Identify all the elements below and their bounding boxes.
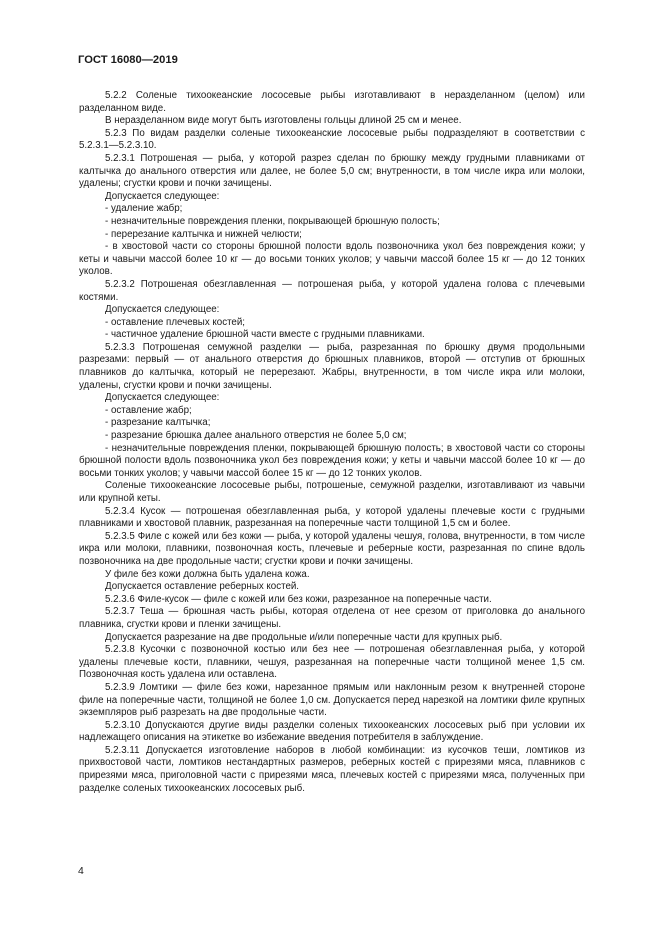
list-item: - оставление жабр;: [105, 404, 192, 416]
paragraph: 5.2.3.5 Филе с кожей или без кожи — рыба, у которой удалены чешуя, голова, внутренности, в том числе икра или молоки, плавники, позвоночная кость, плечевые и реберные кости, разрезанная по спине вдоль позвоночника на две продольные части; сгустки крови и почки зачищены.: [79, 530, 585, 567]
paragraph: 5.2.3.9 Ломтики — филе без кожи, нарезанное прямым или наклонным резом к внутренней стороне филе на поперечные части, толщиной не более 1,0 см. Допускается перед нарезкой на ломтики филе крупных экземпляров рыб разрезать на две продольные части.: [79, 681, 585, 719]
paragraph: 5.2.3.7 Теша — брюшная часть рыбы, которая отделена от нее срезом от приголовка до анального плавника, сгустки крови и пленки зачищены.: [79, 606, 585, 630]
paragraph: Допускается следующее:: [105, 392, 220, 404]
paragraph: 5.2.3.6 Филе-кусок — филе с кожей или без кожи, разрезанное на поперечные части.: [105, 593, 492, 605]
paragraph: Допускается следующее:: [105, 304, 220, 316]
list-item: - разрезание калтычка;: [105, 417, 211, 429]
list-item: - оставление плечевых костей;: [105, 316, 246, 328]
paragraph: 5.2.3.10 Допускаются другие виды разделки соленых тихоокеанских лососевых рыб при условии их надлежащего описания на этикетке во избежание введения потребителя в заблуждение.: [79, 719, 585, 744]
document-code-header: ГОСТ 16080—2019: [78, 54, 178, 66]
paragraph: 5.2.3 По видам разделки соленые тихоокеанские лососевые рыбы подразделяют в соответствии с 5.2.3.1—5.2.3.10.: [79, 127, 585, 152]
list-item: - удаление жабр;: [105, 203, 183, 215]
list-item: - незначительные повреждения пленки, покрывающей брюшную полость;: [105, 215, 440, 227]
paragraph: 5.2.3.3 Потрошеная семужной разделки — рыба, разрезанная по брюшку двумя продольными разрезами: первый — от анального отверстия до брюшных плавников, второй — отступив от брюшных плавников до калтычка, который не перерезают. Жабры, внутренности, в том числе икра или молоки, удалены, сгустки крови и почки зачищены.: [79, 341, 585, 391]
list-item: - частичное удаление брюшной части вместе с грудными плавниками.: [105, 329, 425, 341]
paragraph: 5.2.3.4 Кусок — потрошеная обезглавленная рыба, у которой удалены плечевые кости с грудными плавниками и хвостовой плавник, разрезанная на поперечные части толщиной 1,5 см и более.: [79, 505, 585, 530]
paragraph: Соленые тихоокеанские лососевые рыбы, потрошеные, семужной разделки, изготавливают из чавычи или крупной кеты.: [79, 480, 585, 504]
list-item: - перерезание калтычка и нижней челюсти;: [105, 228, 302, 240]
paragraph: 5.2.3.1 Потрошеная — рыба, у которой разрез сделан по брюшку между грудными плавниками от калтычка до анального отверстия или далее, не более 5,0 см; внутренности, в том числе икра или молоки, удалены; сгустки крови и почки зачищены.: [79, 152, 585, 190]
document-body: [79, 90, 585, 795]
paragraph: Допускается разрезание на две продольные и/или поперечные части для крупных рыб.: [105, 631, 503, 643]
paragraph: В неразделанном виде могут быть изготовлены гольцы длиной 25 см и менее.: [105, 115, 462, 127]
paragraph: 5.2.3.8 Кусочки с позвоночной костью или без нее — потрошеная обезглавленная рыба, у которой удалены плечевые кости, плавники, чешуя, разрезанная на поперечные части толщиной менее 1,5 см. Позвоночная кость удалена или оставлена.: [79, 644, 585, 681]
paragraph: У филе без кожи должна быть удалена кожа.: [105, 568, 310, 580]
list-item: - разрезание брюшка далее анального отверстия не более 5,0 см;: [105, 430, 407, 442]
paragraph: - незначительные повреждения пленки, покрывающей брюшную полость; в хвостовой части со стороны брюшной полости вдоль позвоночника укол без повреждения кожи; у кеты и чавычи массой более 10 кг — до восьми тонких уколов; у чавычи массой более 15 кг — до 12 тонких уколов.: [79, 442, 585, 479]
paragraph: - в хвостовой части со стороны брюшной полости вдоль позвоночника укол без повреждения кожи; у кеты и чавычи массой более 10 кг — до восьми тонких уколов; у чавычи массой более 15 кг — до 12 тонких уколов.: [79, 241, 585, 278]
paragraph: 5.2.3.11 Допускается изготовление наборов в любой комбинации: из кусочков теши, ломтиков из прихвостовой части, ломтиков нестандартных размеров, реберных костей с прирезями мяса, плавников с прирезями мяса, приголовной части с прирезями мяса, плечевых костей с прирезями мяса, полученных при разделке соленых тихоокеанских лососевых рыб.: [79, 744, 585, 794]
paragraph: 5.2.2 Соленые тихоокеанские лососевые рыбы изготавливают в неразделанном (целом) или разделанном виде.: [79, 90, 585, 114]
paragraph: Допускается следующее:: [105, 190, 220, 202]
paragraph: Допускается оставление реберных костей.: [105, 581, 300, 593]
paragraph: 5.2.3.2 Потрошеная обезглавленная — потрошеная рыба, у которой удалена голова с плечевыми костями.: [79, 278, 585, 303]
page-number: 4: [78, 866, 84, 877]
